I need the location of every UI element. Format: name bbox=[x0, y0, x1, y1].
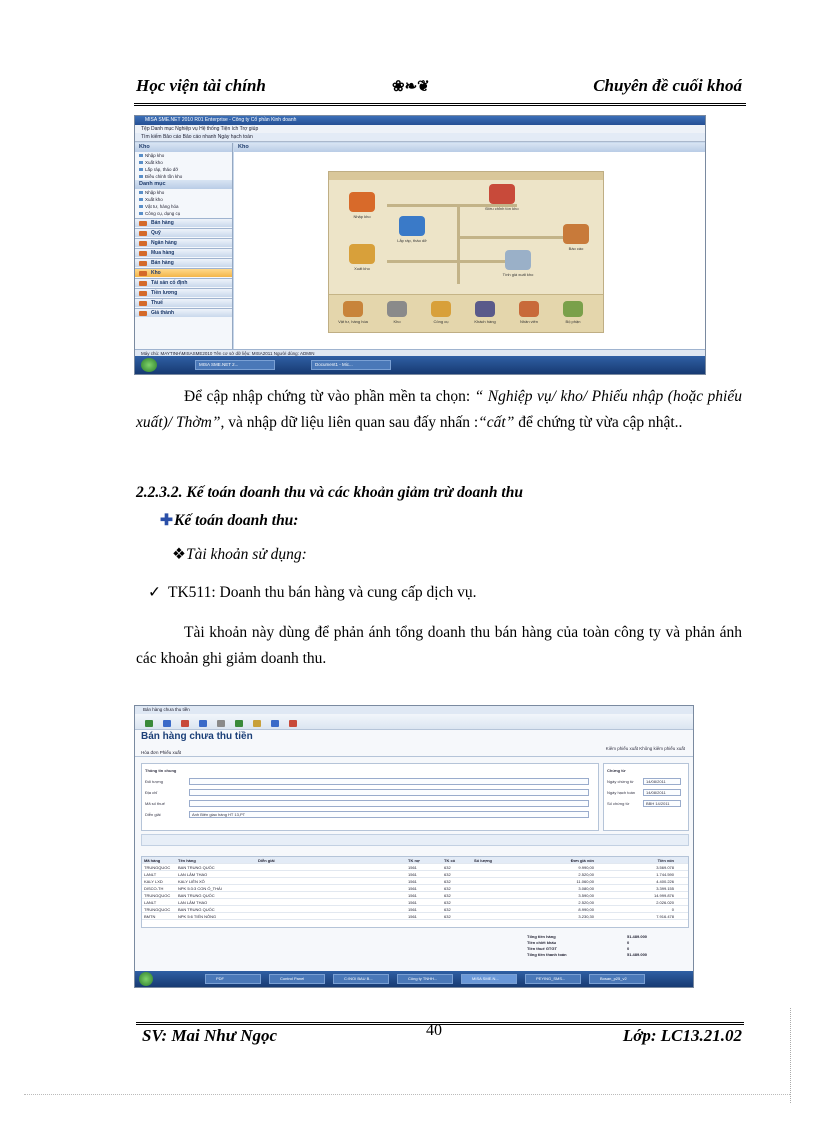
cell: 1561 bbox=[408, 893, 417, 898]
field-label: Địa chỉ bbox=[145, 790, 158, 795]
cross-bullet-icon: ✚ bbox=[160, 512, 173, 529]
cell: 632 bbox=[444, 914, 451, 919]
grid-head-cell: Đơn giá vốn bbox=[570, 858, 594, 863]
detail-grid bbox=[141, 856, 689, 928]
nav-group: Bán hàng bbox=[135, 218, 232, 227]
cell: 632 bbox=[444, 886, 451, 891]
total-value: 0 bbox=[627, 940, 630, 945]
field-label: Số chứng từ bbox=[607, 801, 630, 806]
field-box: BBH 14/2011 bbox=[643, 800, 681, 807]
account-item-text: TK511: Doanh thu bán hàng và cung cấp dịch vụ. bbox=[168, 584, 477, 601]
voucher-row bbox=[607, 788, 685, 797]
cell: BAN TRUNG QUỐC bbox=[178, 907, 215, 912]
invoice-info-strip bbox=[141, 834, 689, 846]
taskbar-item-active: MISA SME.N... bbox=[461, 974, 517, 984]
cell: 632 bbox=[444, 865, 451, 870]
cell: 9.990,00 bbox=[578, 865, 594, 870]
cell: 7.916.478 bbox=[656, 914, 674, 919]
node-label: Điều chỉnh tồn kho bbox=[485, 206, 519, 211]
total-label: Tiền chiết khấu bbox=[527, 940, 557, 945]
form-heading: Bán hàng chưa thu tiền bbox=[141, 731, 253, 742]
cell: 4.400.226 bbox=[656, 879, 674, 884]
total-row bbox=[527, 952, 687, 958]
flow-line bbox=[387, 260, 517, 263]
nav-item: Lắp ráp, tháo dỡ bbox=[135, 166, 232, 173]
navigation-panel bbox=[135, 143, 233, 349]
nav-group: Bán hàng bbox=[135, 258, 232, 267]
cell: 1.744.590 bbox=[656, 872, 674, 877]
taskbar-item: C:\NOI BAU B... bbox=[333, 974, 389, 984]
cell: KALY LIÊN XÔ bbox=[178, 879, 205, 884]
search-icon bbox=[253, 720, 261, 727]
page-number: 40 bbox=[426, 1022, 442, 1039]
form-row bbox=[145, 810, 595, 819]
field-label: Diễn giải bbox=[145, 812, 161, 817]
grid-head-cell: Tiền vốn bbox=[657, 858, 674, 863]
cell: 1561 bbox=[408, 879, 417, 884]
table-row bbox=[142, 878, 688, 885]
delete-icon bbox=[181, 720, 189, 727]
customer-icon bbox=[475, 301, 495, 317]
nav-item: Nhập kho bbox=[135, 152, 232, 159]
department-icon bbox=[563, 301, 583, 317]
cell: LAN LÂM THAO bbox=[178, 900, 208, 905]
cell: 2.026.020 bbox=[656, 900, 674, 905]
page-header bbox=[136, 76, 742, 102]
panel-title: Thông tin chung bbox=[145, 768, 177, 773]
taskbar bbox=[135, 356, 705, 374]
nav-item: Xuất kho bbox=[135, 196, 232, 203]
total-value: 0 bbox=[627, 946, 630, 951]
cell: LANLT bbox=[144, 900, 157, 905]
text-part: để chứng từ vừa cập nhật.. bbox=[514, 414, 683, 431]
table-row bbox=[142, 899, 688, 906]
cell: 632 bbox=[444, 893, 451, 898]
cell: BAN TRUNG QUỐC bbox=[178, 865, 215, 870]
text-part: Để cập nhập chứng từ vào phần mền ta chọn: bbox=[184, 388, 475, 405]
nav-group: Ngân hàng bbox=[135, 238, 232, 247]
cell: 1561 bbox=[408, 865, 417, 870]
costing-node-icon bbox=[505, 250, 531, 270]
menu-bar: Tệp Danh mục Nghiệp vụ Hệ thống Tiện ích Trợ giúp bbox=[135, 125, 705, 133]
inventory-flow-board bbox=[328, 171, 604, 333]
cell: TRUNGQUOC bbox=[144, 865, 171, 870]
board-band bbox=[329, 172, 603, 180]
assemble-node-icon bbox=[399, 216, 425, 236]
page-footer bbox=[136, 1022, 742, 1050]
footer-student: SV: Mai Như Ngọc bbox=[142, 1026, 278, 1045]
field-label: Ngày hạch toán bbox=[607, 790, 636, 795]
cell: 3.399.155 bbox=[656, 886, 674, 891]
taskbar-item: MISA SME.NET 2... bbox=[195, 360, 275, 370]
cell: 3.080,00 bbox=[578, 886, 594, 891]
field-box bbox=[189, 789, 589, 796]
form-tabs: Hóa đơn Phiếu xuất bbox=[135, 748, 693, 757]
cell: 632 bbox=[444, 872, 451, 877]
nav-group: Quỹ bbox=[135, 228, 232, 237]
taskbar bbox=[135, 971, 693, 987]
window-title: MISA SME.NET 2010 R01 Enterprise - Công ty Cổ phần Kinh doanh bbox=[135, 116, 705, 125]
nav-group: Mua hàng bbox=[135, 248, 232, 257]
grid-head-cell: Số lượng bbox=[474, 858, 492, 863]
cell: TRUNGQUOC bbox=[144, 893, 171, 898]
node-label: Lắp ráp, tháo dỡ bbox=[397, 238, 427, 243]
node-label: Xuất kho bbox=[354, 266, 370, 271]
grid-head-cell: Mã hàng bbox=[144, 858, 161, 863]
cell: 1561 bbox=[408, 872, 417, 877]
cell: 2.520,00 bbox=[578, 900, 594, 905]
cell: TRUNGQUOC bbox=[144, 907, 171, 912]
grid-head-cell: Diễn giải bbox=[258, 858, 275, 863]
voucher-panel bbox=[603, 763, 689, 831]
add-icon bbox=[145, 720, 153, 727]
warehouse-icon bbox=[387, 301, 407, 317]
cell: 1561 bbox=[408, 907, 417, 912]
form-row bbox=[145, 777, 595, 786]
cell: 632 bbox=[444, 907, 451, 912]
import-node-icon bbox=[349, 192, 375, 212]
cell: 14.999.876 bbox=[653, 893, 674, 898]
account-label bbox=[172, 542, 307, 568]
cell: 632 bbox=[444, 900, 451, 905]
total-value: 51.489.000 bbox=[627, 952, 648, 957]
footer-class: Lớp: LC13.21.02 bbox=[622, 1026, 742, 1045]
table-row bbox=[142, 913, 688, 920]
main-header: Kho bbox=[234, 143, 705, 152]
cell: NPK 5:3:3 CON Ó_THÁI bbox=[178, 886, 222, 891]
nav-item: Điều chỉnh tồn kho bbox=[135, 173, 232, 180]
misa-inventory-screenshot bbox=[134, 115, 706, 375]
check-bullet-icon: ✓ bbox=[148, 584, 161, 601]
nav-header: Kho bbox=[135, 143, 232, 152]
node-label: Tính giá xuất kho bbox=[502, 272, 534, 277]
cell: 3.230,30 bbox=[578, 914, 594, 919]
table-row bbox=[142, 892, 688, 899]
help-icon bbox=[271, 720, 279, 727]
tool-icon bbox=[431, 301, 451, 317]
nav-group-active: Kho bbox=[135, 268, 232, 277]
nav-item: Công cụ, dụng cụ bbox=[135, 210, 232, 217]
header-school: Học viện tài chính bbox=[136, 76, 266, 95]
panel-title: Chứng từ bbox=[607, 768, 626, 773]
employee-icon bbox=[519, 301, 539, 317]
main-panel bbox=[234, 143, 705, 349]
paragraph-update-voucher bbox=[136, 384, 742, 436]
total-label: Tổng tiền hàng bbox=[527, 934, 556, 939]
paragraph-account-desc: Tài khoản này dùng để phản ánh tổng doanh thu bán hàng của toàn công ty và phản ánh các khoản ghi giảm doanh thu. bbox=[136, 624, 742, 667]
cell: 1561 bbox=[408, 900, 417, 905]
cell: BAN TRUNG QUỐC bbox=[178, 893, 215, 898]
start-button-icon bbox=[139, 972, 153, 986]
grid-head-cell: Tên hàng bbox=[178, 858, 196, 863]
cell: NPK 5:6 TIẾN NÔNG bbox=[178, 914, 217, 919]
subheading-text: Kế toán doanh thu: bbox=[174, 512, 299, 529]
taskbar-item: Công ty TNHH... bbox=[397, 974, 453, 984]
nav-group: Tài sản cố định bbox=[135, 278, 232, 287]
field-label: Đối tượng bbox=[145, 779, 163, 784]
footer-icon-label: Công cụ bbox=[433, 319, 449, 324]
table-row bbox=[142, 885, 688, 892]
nav-group: Thuế bbox=[135, 298, 232, 307]
flow-line bbox=[457, 204, 460, 284]
field-box bbox=[189, 778, 589, 785]
adjust-node-icon bbox=[489, 184, 515, 204]
total-label: Tiền thuế GTGT bbox=[527, 946, 557, 951]
nav-subheader: Danh mục bbox=[135, 180, 232, 189]
cell: 11.060,00 bbox=[576, 879, 594, 884]
taskbar-item: Control Panel bbox=[269, 974, 325, 984]
window-title: Bán hàng chưa thu tiền bbox=[135, 706, 693, 714]
nav-item: Vật tư, hàng hóa bbox=[135, 203, 232, 210]
cell: 3.569.078 bbox=[656, 865, 674, 870]
field-box bbox=[189, 800, 589, 807]
total-value: 51.489.000 bbox=[627, 934, 648, 939]
table-row bbox=[142, 906, 688, 913]
cell: 1561 bbox=[408, 886, 417, 891]
status-bar: Máy chủ: MAYTINH\MISASME2010 Tên cơ sở dữ liệu: MISA2011 Người dùng: ADMIN bbox=[135, 349, 705, 357]
total-label: Tổng tiền thanh toán bbox=[527, 952, 567, 957]
cell: BMTN bbox=[144, 914, 156, 919]
report-node-icon bbox=[563, 224, 589, 244]
grid-head-cell: TK có bbox=[444, 858, 456, 863]
cell: 632 bbox=[444, 879, 451, 884]
footer-icon-label: Bộ phận bbox=[565, 319, 581, 324]
taskbar-item: PEYING_SMS... bbox=[525, 974, 581, 984]
header-rule bbox=[134, 103, 746, 106]
export-options: Kiêm phiếu xuất Không kiêm phiếu xuất bbox=[605, 746, 685, 751]
field-box: 14/08/2011 bbox=[643, 789, 681, 796]
material-icon bbox=[343, 301, 363, 317]
voucher-row bbox=[607, 777, 685, 786]
page-edge bbox=[790, 1008, 791, 1103]
taskbar-item: Bosan_p25_v2 bbox=[589, 974, 645, 984]
node-label: Báo cáo bbox=[568, 246, 584, 251]
taskbar-item: Document1 - Mic... bbox=[311, 360, 391, 370]
footer-icon-label: Nhân viên bbox=[519, 319, 538, 324]
nav-group: Giá thành bbox=[135, 308, 232, 317]
field-box: 14/08/2011 bbox=[643, 778, 681, 785]
totals-block bbox=[527, 934, 687, 958]
taskbar-item: PDF bbox=[205, 974, 261, 984]
field-label: Ngày chứng từ bbox=[607, 779, 634, 784]
flow-line bbox=[457, 236, 565, 239]
board-footer bbox=[329, 294, 603, 332]
cell: 8.990,00 bbox=[578, 907, 594, 912]
footer-icon-label: Vật tư, hàng hóa bbox=[338, 319, 368, 324]
subheading bbox=[160, 508, 298, 534]
sales-invoice-screenshot bbox=[134, 705, 694, 988]
table-row bbox=[142, 864, 688, 871]
cell: 3.590,00 bbox=[578, 893, 594, 898]
refresh-icon bbox=[235, 720, 243, 727]
text-part: , và nhập dữ liệu liên quan sau đấy nhấn : bbox=[220, 414, 479, 431]
nav-item: Nhập kho bbox=[135, 189, 232, 196]
table-row bbox=[142, 871, 688, 878]
export-node-icon bbox=[349, 244, 375, 264]
text-italic: “cất” bbox=[478, 414, 515, 431]
save-icon bbox=[199, 720, 207, 727]
footer-icon-label: Khách hàng bbox=[474, 319, 496, 324]
header-title: Chuyên đề cuối khoá bbox=[593, 76, 742, 95]
nav-item: Xuất kho bbox=[135, 159, 232, 166]
nav-group: Tiền lương bbox=[135, 288, 232, 297]
form-row bbox=[145, 799, 595, 808]
cell: 2.520,00 bbox=[578, 872, 594, 877]
grid-header bbox=[142, 857, 688, 864]
header-ornament: ❀❧❦ bbox=[392, 79, 430, 95]
cell: DISCO-TH bbox=[144, 886, 164, 891]
field-box: Anh Biên giao hàng HT 13,PT bbox=[189, 811, 589, 818]
cell: LANLT bbox=[144, 872, 157, 877]
text-italic: “ Nghiệp vụ/ kho/ Phiếu nhập (hoặc phiếu xuất)/ Thờm” bbox=[136, 388, 742, 431]
start-button-icon bbox=[141, 358, 157, 372]
toolbar bbox=[135, 714, 693, 730]
account-item bbox=[148, 580, 477, 606]
cell: 1561 bbox=[408, 914, 417, 919]
voucher-row bbox=[607, 799, 685, 808]
page-edge bbox=[24, 1094, 790, 1095]
form-row bbox=[145, 788, 595, 797]
print-icon bbox=[217, 720, 225, 727]
node-label: Nhập kho bbox=[353, 214, 371, 219]
cell: 0 bbox=[671, 907, 674, 912]
section-heading: 2.2.3.2. Kế toán doanh thu và các khoản giảm trừ doanh thu bbox=[136, 484, 523, 501]
cell: LAN LÂM THAO bbox=[178, 872, 208, 877]
footer-icon-label: Kho bbox=[393, 319, 401, 324]
field-label: Mã số thuế bbox=[145, 801, 165, 806]
grid-head-cell: TK nợ bbox=[408, 858, 420, 863]
diamond-bullet-icon: ❖ bbox=[172, 546, 186, 563]
toolbar: Tìm kiếm Bảo cáo Bảo cáo nhanh Ngày hạch toán bbox=[135, 133, 705, 142]
general-info-panel bbox=[141, 763, 599, 831]
account-label-text: Tài khoản sử dụng: bbox=[186, 546, 307, 563]
edit-icon bbox=[163, 720, 171, 727]
cell: KALY LXD bbox=[144, 879, 163, 884]
close-icon bbox=[289, 720, 297, 727]
